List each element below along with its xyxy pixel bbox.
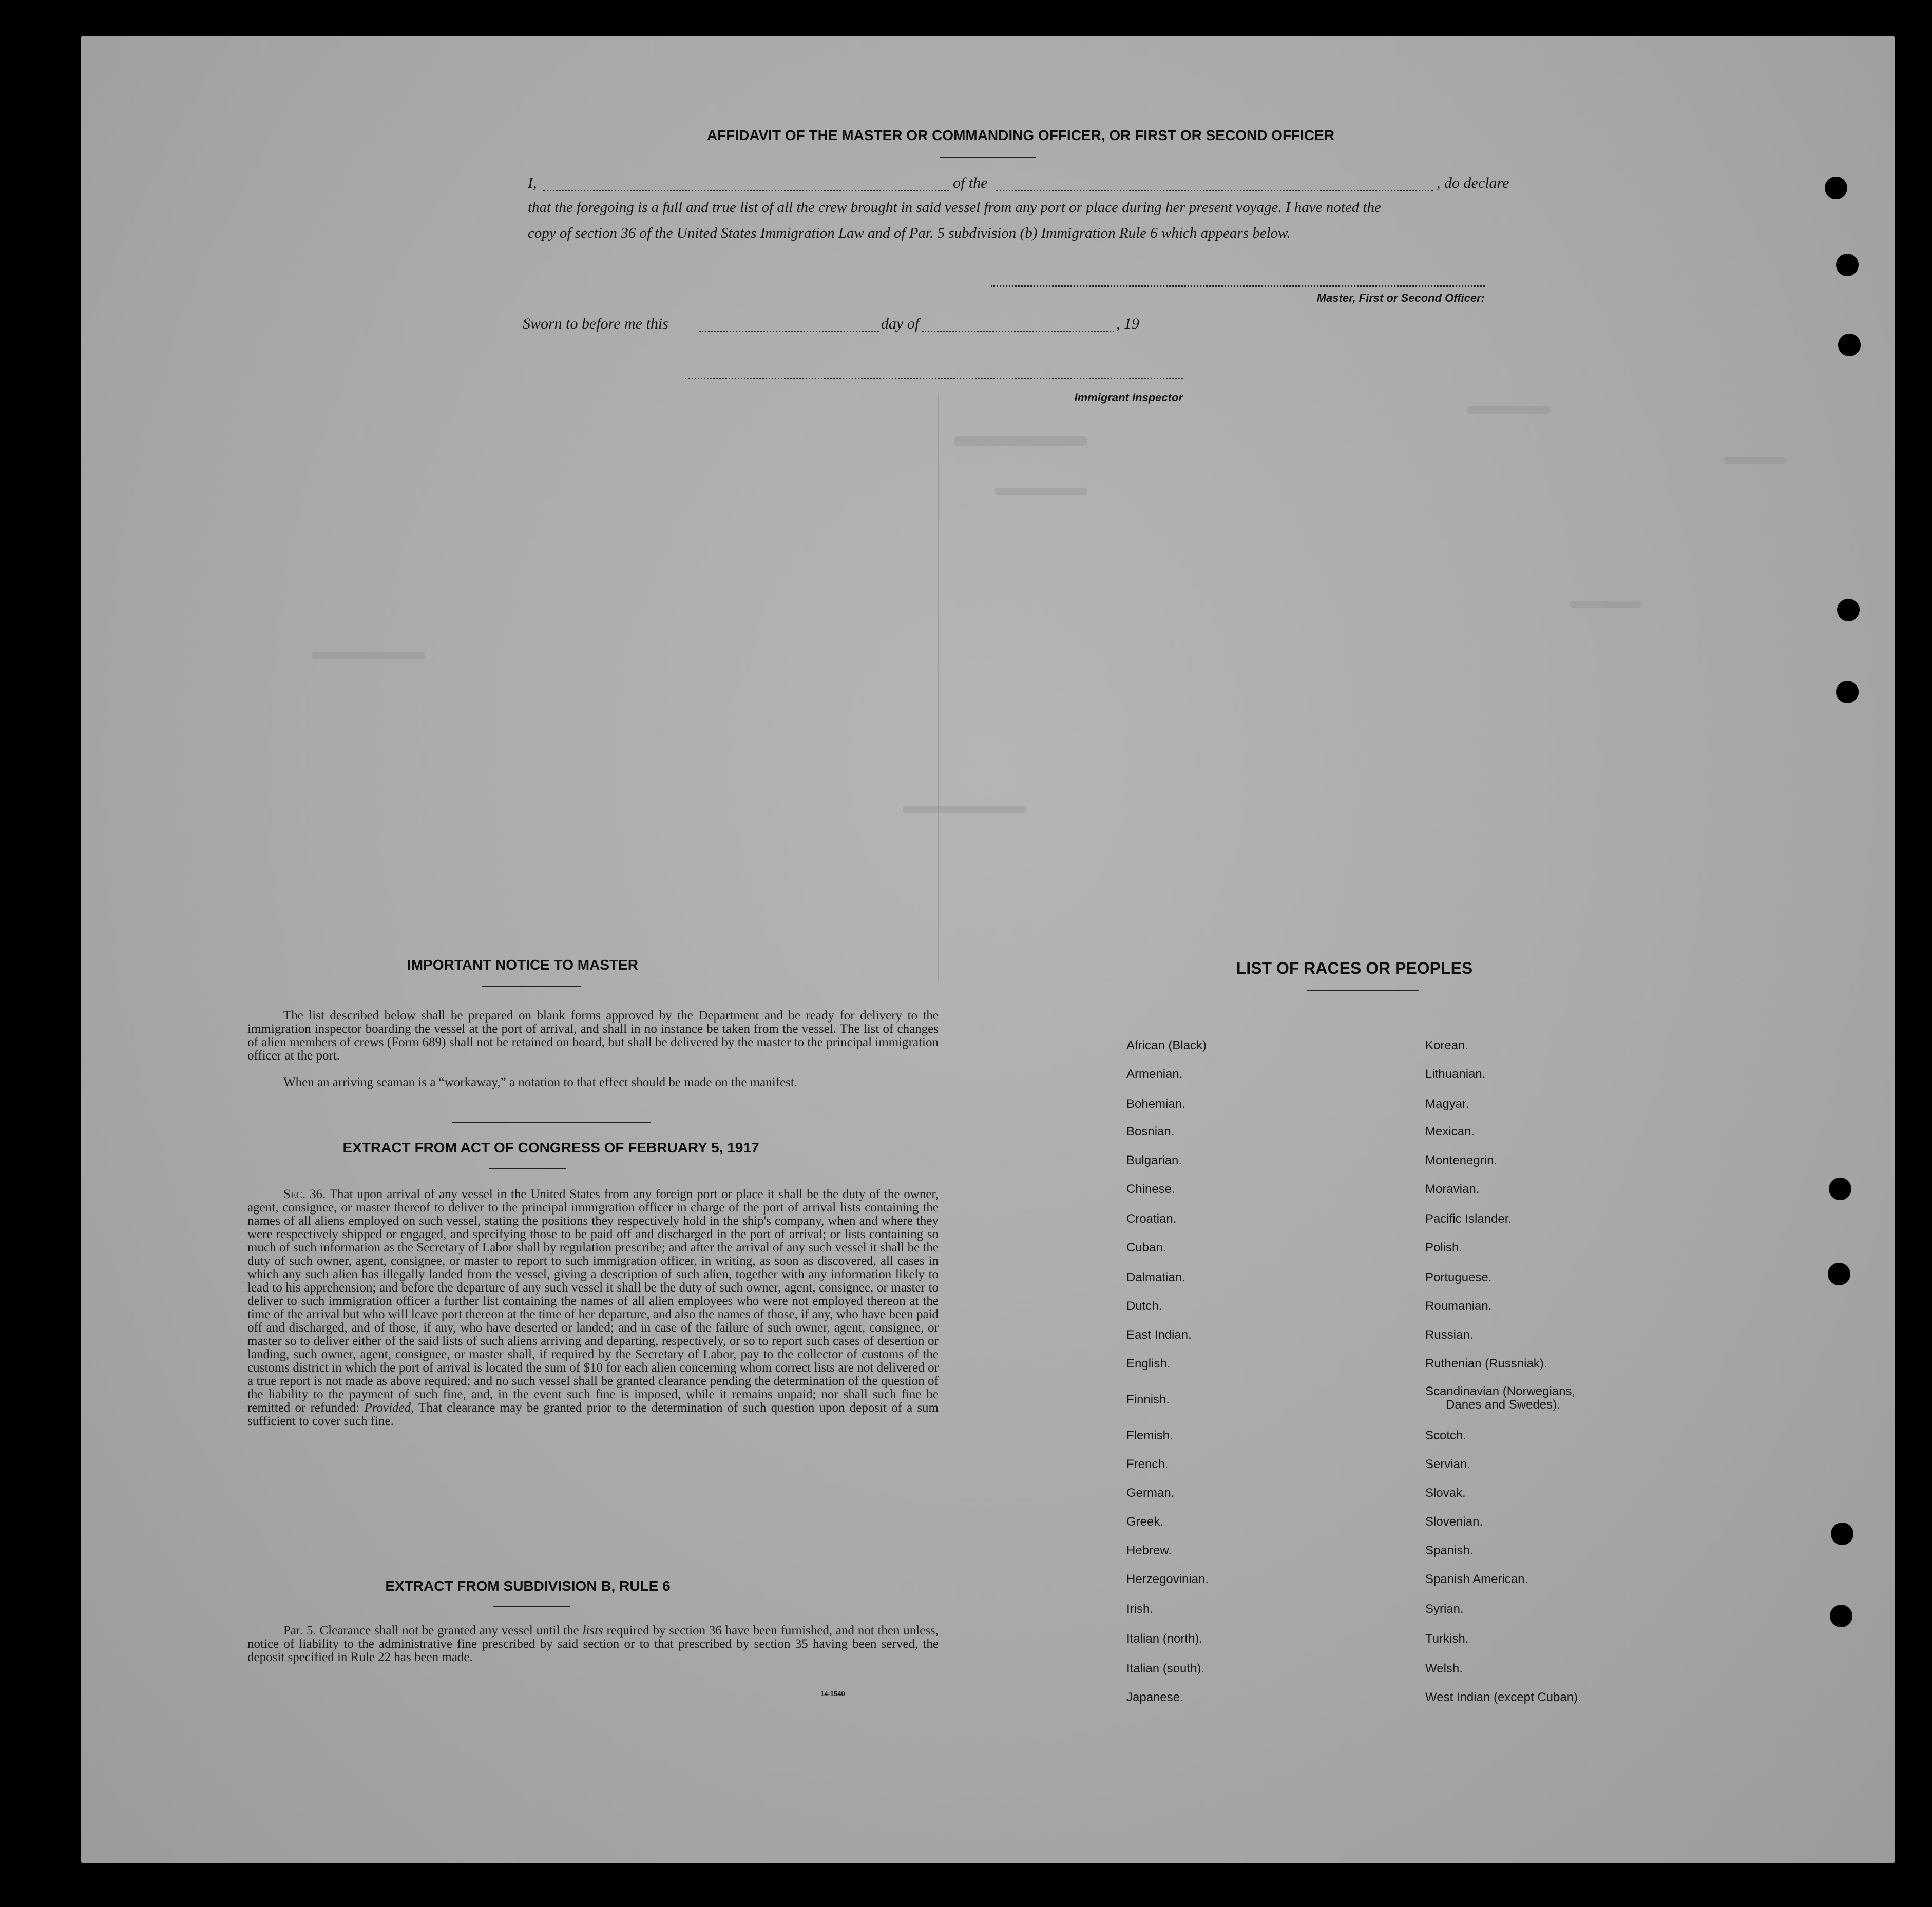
- affidavit-line3: copy of section 36 of the United States Immigration Law and of Par. 5 subdivision (b) Immigration Rule 6 which appears below.: [528, 225, 1291, 241]
- notice-paragraph-2: [247, 1076, 939, 1089]
- race-item: Pacific Islander.: [1425, 1212, 1512, 1226]
- section-36-body: That upon arrival of any vessel in the United States from any foreign port or place it shall be the duty of the owner, agent, consignee, or master thereof to deliver to the principal immigration officer in charge of the port of arrival lists containing the names of all aliens employed on such vessel, stating the positions they respectively hold in the ship's company, when and where they were respectively shipped or engaged, and specifying those to be paid off and discharged in the port of arrival; or lists containing so much of such information as the Secretary of Labor shall by regulation prescribe; and after the arrival of any such vessel it shall be the duty of such owner, agent, consignee, or master to report to such immigration officer, in writing, as soon as discovered, all cases in which any such alien has illegally landed from the vessel, giving a description of such alien, together with any information likely to lead to his apprehension; and before the departure of any such vessel it shall be the duty of such owner, agent, consignee, or master to deliver to such immigration officer a further list containing the names of all alien employees who were not employed thereon at the time of the arrival but who will leave port thereon at the time of her departure, and also the names of those, if any, who have been paid off and discharged, and of those, if any, who have deserted or landed; and in case of the failure of such owner, agent, consignee, or master so to deliver either of the said lists of such aliens arriving and departing, respectively, or so to report such cases of desertion or landing, such owner, agent, consignee, or master shall, if required by the Secretary of Labor, pay to the collector of customs of the customs district in which the port of arrival is located the sum of $10 for each alien concerning whom correct lists are not delivered or a true report is not made as above required; and no such vessel shall be granted clearance pending the determination of the question of the liability to the payment of such fine, and, in the event such fine is imposed, while it remains unpaid; nor shall such fine be remitted or refunded:: [247, 1187, 939, 1415]
- race-item: Moravian.: [1425, 1182, 1480, 1196]
- section-divider: [452, 1122, 651, 1123]
- section-36-text: [247, 1188, 939, 1428]
- day-of-label: day of: [881, 315, 920, 332]
- race-item: Lithuanian.: [1425, 1067, 1486, 1081]
- binder-hole: [1830, 1605, 1852, 1627]
- race-item: Dalmatian.: [1126, 1270, 1185, 1284]
- notice-title: IMPORTANT NOTICE TO MASTER: [407, 957, 639, 973]
- race-item: Korean.: [1425, 1038, 1469, 1052]
- sworn-day-line: [699, 331, 879, 332]
- affidavit-of-the-label: of the: [953, 175, 988, 191]
- sworn-month-line: [922, 331, 1114, 332]
- affidavit-i-label: I,: [528, 175, 537, 191]
- race-item: Herzegovinian.: [1126, 1572, 1209, 1586]
- bleed-through-mark: [312, 652, 425, 659]
- sworn-line: [523, 315, 1241, 336]
- binder-hole: [1828, 1263, 1850, 1285]
- lists-word: lists: [582, 1624, 603, 1638]
- provided-word: Provided,: [364, 1401, 414, 1415]
- race-item: Spanish American.: [1425, 1572, 1528, 1586]
- affidavit-line2: that the foregoing is a full and true list of all the crew brought in said vessel from any port or place during her present voyage. I have noted the: [528, 199, 1381, 216]
- binder-hole: [1836, 681, 1859, 703]
- race-item: Montenegrin.: [1425, 1153, 1498, 1167]
- race-item: West Indian (except Cuban).: [1425, 1690, 1581, 1704]
- section-36-body-end: That clearance may be granted prior to the determination of such question upon deposit of a sum sufficient to cover such fine.: [247, 1401, 939, 1428]
- year-prefix: , 19: [1116, 315, 1139, 332]
- race-item: East Indian.: [1126, 1328, 1192, 1342]
- race-item: Russian.: [1425, 1328, 1474, 1342]
- affidavit-title: AFFIDAVIT OF THE MASTER OR COMMANDING OFFICER, OR FIRST OR SECOND OFFICER: [706, 127, 1335, 143]
- race-item: Italian (south).: [1126, 1662, 1205, 1675]
- manifest-page: [81, 36, 1895, 1863]
- race-item: Bulgarian.: [1126, 1153, 1182, 1167]
- race-item: Finnish.: [1126, 1393, 1170, 1407]
- race-item: Flemish.: [1126, 1429, 1173, 1442]
- binder-hole: [1831, 1523, 1853, 1545]
- master-signature-line: [991, 285, 1485, 287]
- race-item: Chinese.: [1126, 1182, 1175, 1196]
- race-item: Greek.: [1126, 1515, 1164, 1529]
- bleed-through-mark: [995, 488, 1087, 495]
- races-title-underline: [1307, 990, 1419, 991]
- center-fold-line: [938, 395, 939, 980]
- notice-text-1: The list described below shall be prepared on blank forms approved by the Department and be ready for delivery to the immigration inspector boarding the vessel at the port of arrival, and shall in no instance be taken from the vessel. The list of changes of alien members of crews (Form 689) shall not be retained on board, but shall be delivered by the master to the principal immigration officer at the port.: [247, 1009, 939, 1063]
- race-item: Armenian.: [1126, 1067, 1183, 1081]
- section-36-label: Sec. 36.: [283, 1187, 326, 1201]
- race-item: English.: [1126, 1357, 1171, 1371]
- race-item: Bohemian.: [1126, 1097, 1185, 1111]
- bleed-through-mark: [1467, 406, 1550, 414]
- race-item: Hebrew.: [1126, 1544, 1172, 1557]
- binder-hole: [1837, 599, 1860, 621]
- race-item: Mexican.: [1425, 1125, 1475, 1139]
- title-underline: [940, 157, 1036, 158]
- extract-act-title: EXTRACT FROM ACT OF CONGRESS OF FEBRUARY 5, 1917: [342, 1140, 759, 1155]
- inspector-signature-line: [685, 378, 1183, 379]
- inspector-label: Immigrant Inspector: [1074, 391, 1183, 404]
- race-item: Japanese.: [1126, 1690, 1183, 1704]
- bleed-through-mark: [1570, 601, 1642, 608]
- bleed-through-mark: [903, 806, 1026, 813]
- binder-hole: [1829, 1178, 1851, 1200]
- race-item: Dutch.: [1126, 1299, 1162, 1313]
- race-item: Cuban.: [1126, 1241, 1166, 1255]
- race-item: Irish.: [1126, 1602, 1154, 1616]
- rule-6-text: [247, 1624, 939, 1664]
- master-name-line: [543, 190, 949, 191]
- race-item: Slovak.: [1425, 1486, 1466, 1500]
- bleed-through-mark: [1724, 457, 1786, 464]
- binder-hole: [1825, 177, 1847, 199]
- race-item: French.: [1126, 1457, 1169, 1471]
- form-number: 14-1540: [820, 1690, 845, 1698]
- race-item: Roumanian.: [1425, 1299, 1492, 1313]
- notice-title-underline: [482, 986, 581, 987]
- race-item: Bosnian.: [1126, 1125, 1175, 1139]
- extract-rule-underline: [493, 1606, 570, 1607]
- affidavit-line1: [528, 175, 1596, 193]
- race-item: German.: [1126, 1486, 1175, 1500]
- race-item: Scotch.: [1425, 1429, 1467, 1442]
- race-item: Welsh.: [1425, 1662, 1463, 1675]
- race-item: Ruthenian (Russniak).: [1425, 1357, 1547, 1371]
- race-item: Slovenian.: [1425, 1515, 1483, 1529]
- race-item: Scandinavian (Norwegians, Danes and Swedes).: [1425, 1384, 1576, 1412]
- extract-act-underline: [489, 1168, 566, 1169]
- race-item: Italian (north).: [1126, 1632, 1203, 1646]
- race-item: Croatian.: [1126, 1212, 1177, 1226]
- race-item: Portuguese.: [1425, 1270, 1492, 1284]
- race-item: Turkish.: [1425, 1632, 1469, 1646]
- races-title: LIST OF RACES OR PEOPLES: [1236, 959, 1473, 977]
- rule-6-body-end: required by section 36 have been furnished, and not then unless, notice of liability to the administrative fine prescribed by said section or to that prescribed by section 35 having been served, the deposit specified in Rule 22 has been made.: [247, 1624, 939, 1664]
- notice-text-2: When an arriving seaman is a “workaway,” a notation to that effect should be made on the manifest.: [283, 1075, 798, 1089]
- race-item: Magyar.: [1425, 1097, 1469, 1111]
- notice-paragraph-1: [247, 1009, 939, 1063]
- master-signature-label: Master, First or Second Officer:: [1316, 292, 1485, 304]
- vessel-name-line: [996, 190, 1433, 191]
- rule-6-body-start: Par. 5. Clearance shall not be granted any vessel until the: [283, 1624, 579, 1638]
- extract-rule-title: EXTRACT FROM SUBDIVISION B, RULE 6: [385, 1578, 671, 1594]
- race-item: African (Black): [1126, 1038, 1207, 1052]
- race-item: Syrian.: [1425, 1602, 1464, 1616]
- race-item: Polish.: [1425, 1241, 1463, 1255]
- sworn-label: Sworn to before me this: [523, 315, 668, 332]
- bleed-through-mark: [954, 436, 1087, 446]
- affidavit-do-declare: , do declare: [1437, 175, 1509, 191]
- race-item: Servian.: [1425, 1457, 1471, 1471]
- race-item: Spanish.: [1425, 1544, 1474, 1557]
- binder-hole: [1836, 254, 1859, 276]
- binder-hole: [1838, 334, 1861, 356]
